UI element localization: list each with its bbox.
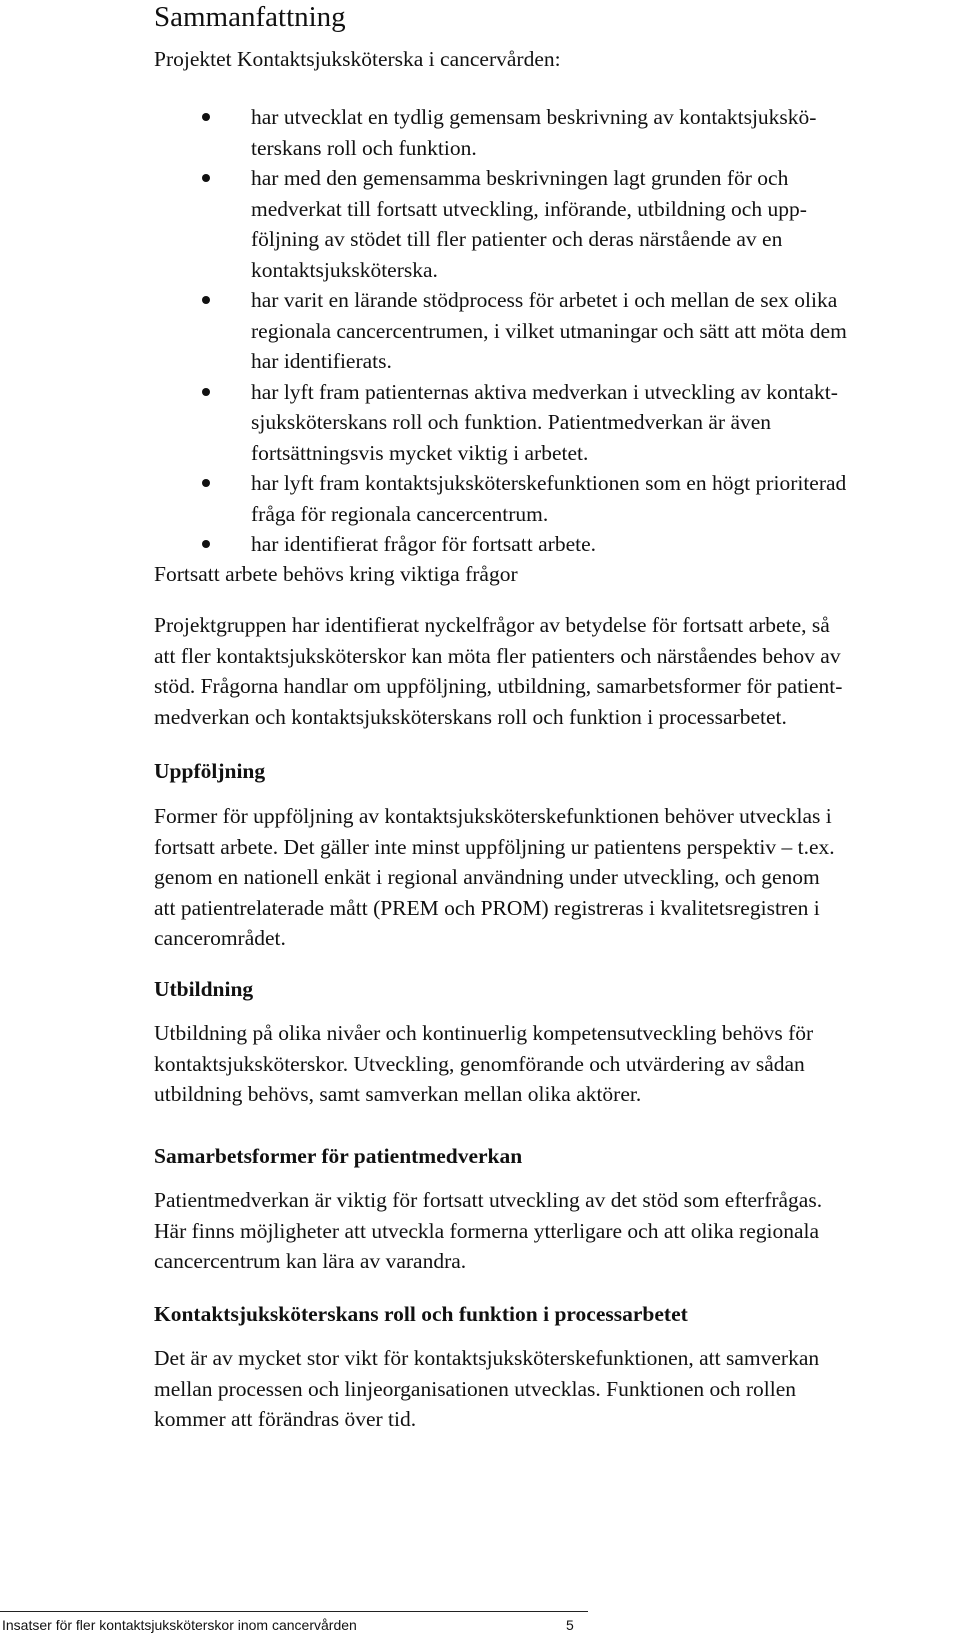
section-utbildning <box>154 975 934 1110</box>
page-number: 5 <box>566 1617 574 1633</box>
bullet-dot-icon <box>202 388 210 396</box>
section-heading: Uppföljning <box>154 759 266 783</box>
continued-work-paragraph: Projektgruppen har identifierat nyckelfrågor av betydelse för fortsatt arbete, så att fler kontaktsjuksköterskor kan möta fler patienters och närståendes behov av stöd. Frågorna handlar om uppföljning, utbildning, samarbetsformer för patient- medverkan och kontaktsjuksköterskans roll och funktion i processarbetet. <box>154 613 843 729</box>
bullet-item <box>154 468 934 529</box>
bullet-item <box>154 163 934 285</box>
bullet-item <box>154 377 934 469</box>
page-footer <box>0 1611 588 1633</box>
bullet-text: har lyft fram patienternas aktiva medverkan i utveckling av kontakt- sjuksköterskans roll och funktion. Patientmedverkan är även fortsättningsvis mycket viktig i arbetet. <box>251 379 838 465</box>
section-heading: Kontaktsjuksköterskans roll och funktion i processarbetet <box>154 1302 688 1326</box>
section-uppfoljning <box>154 757 934 954</box>
continued-work-heading: Fortsatt arbete behövs kring viktiga frågor <box>154 562 518 586</box>
bullet-text: har identifierat frågor för fortsatt arbete. <box>251 532 597 556</box>
section-paragraph: Former för uppföljning av kontaktsjuksköterskefunktionen behöver utvecklas i fortsatt arbete. Det gäller inte minst uppföljning ur patientens perspektiv – t.ex. genom en nationell enkät i regional användning under utveckling, och genom att patientrelaterade mått (PREM och PROM) registreras i kvalitetsregistren i cancerområdet. <box>154 804 835 950</box>
continued-work-section <box>154 560 934 732</box>
section-samarbetsformer <box>154 1142 934 1277</box>
footer-title: Insatser för fler kontaktsjuksköterskor inom cancervården <box>2 1617 357 1633</box>
bullet-dot-icon <box>202 296 210 304</box>
intro-text: Projektet Kontaktsjuksköterska i cancervården: <box>154 47 561 71</box>
bullet-item <box>154 102 934 163</box>
bullet-item <box>154 285 934 377</box>
section-paragraph: Patientmedverkan är viktig för fortsatt utveckling av det stöd som efterfrågas. Här finns möjligheter att utveckla formerna ytterligare och att olika regionala cancercentrum kan lära av varandra. <box>154 1188 823 1273</box>
bullet-dot-icon <box>202 113 210 121</box>
bullet-dot-icon <box>202 540 210 548</box>
section-paragraph: Det är av mycket stor vikt för kontaktsjuksköterskefunktionen, att samverkan mellan processen och linjeorganisationen utvecklas. Funktionen och rollen kommer att förändras över tid. <box>154 1346 820 1431</box>
bullet-dot-icon <box>202 479 210 487</box>
section-heading: Samarbetsformer för patientmedverkan <box>154 1144 523 1168</box>
bullet-text: har varit en lärande stödprocess för arbetet i och mellan de sex olika regionala cancercentrumen, i vilket utmaningar och sätt att möta dem har identifierats. <box>251 288 847 373</box>
section-kontaktsjukskoterskans-roll <box>154 1300 934 1435</box>
bullet-item <box>154 529 934 560</box>
bullet-dot-icon <box>202 174 210 182</box>
section-paragraph: Utbildning på olika nivåer och kontinuerlig kompetensutveckling behövs för kontaktsjuksköterskor. Utveckling, genomförande och utvärdering av sådan utbildning behövs, samt samverkan mellan olika aktörer. <box>154 1021 814 1106</box>
section-heading: Utbildning <box>154 977 254 1001</box>
bullet-text: har lyft fram kontaktsjuksköterskefunktionen som en högt prioriterad fråga för regionala cancercentrum. <box>251 471 847 526</box>
bullet-text: har med den gemensamma beskrivningen lagt grunden för och medverkat till fortsatt utveckling, införande, utbildning och upp- följning av stödet till fler patienter och deras närstående av en kontaktsjuksköterska. <box>251 166 807 282</box>
summary-bullet-list <box>154 102 934 560</box>
page-title: Sammanfattning <box>154 1 346 33</box>
bullet-text: har utvecklat en tydlig gemensam beskrivning av kontaktsjukskö- terskans roll och funktion. <box>251 105 817 160</box>
